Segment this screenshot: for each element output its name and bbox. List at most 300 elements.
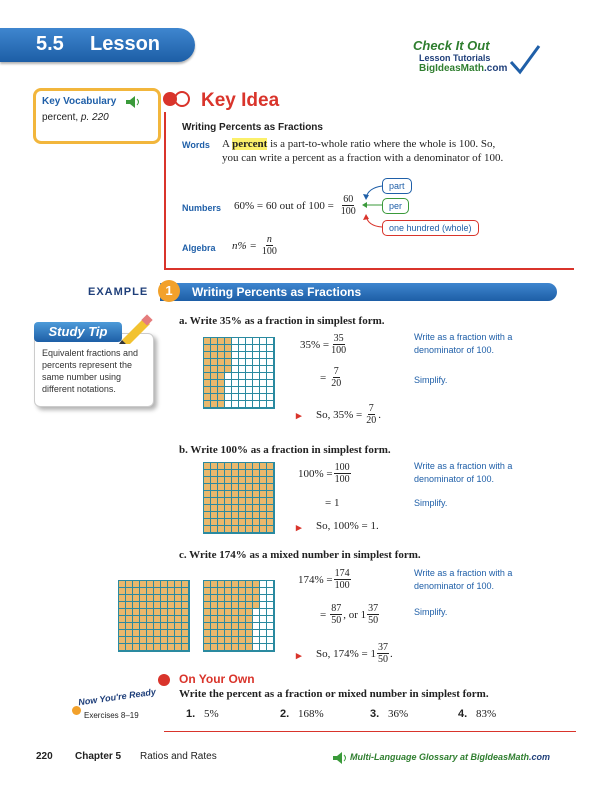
grid-cell (225, 477, 232, 484)
grid-cell (260, 505, 267, 512)
part-b-answer: So, 100% = 1. (316, 520, 379, 532)
solution-arrow-icon: ▸ (296, 410, 302, 422)
grid-cell (168, 602, 175, 609)
key-idea-subtitle: Writing Percents as Fractions (182, 122, 323, 133)
grid-cell (239, 644, 246, 651)
part-b-line2: = 1 (325, 497, 340, 509)
algebra-expression: n% = (232, 239, 257, 252)
glossary-link[interactable] (350, 752, 550, 762)
part-c-prompt: c. Write 174% as a mixed number in simplest form. (179, 549, 421, 561)
grid-cell (246, 345, 253, 352)
grid-cell (260, 394, 267, 401)
grid-cell (204, 470, 211, 477)
grid-cell (211, 359, 218, 366)
part-c-line2-den2: 50 (368, 615, 379, 626)
grid-cell (168, 644, 175, 651)
grid-cell (204, 373, 211, 380)
hundred-grid-35 (203, 337, 275, 409)
grid-cell (253, 345, 260, 352)
part-a-line2-den: 20 (331, 378, 342, 389)
grid-cell (232, 394, 239, 401)
hundred-grid-100 (203, 462, 275, 534)
grid-cell (204, 623, 211, 630)
grid-cell (225, 373, 232, 380)
part-b-prompt: b. Write 100% as a fraction in simplest form. (179, 444, 391, 456)
on-your-own-title: On Your Own (179, 672, 255, 686)
grid-cell (175, 609, 182, 616)
grid-cell (211, 491, 218, 498)
grid-cell (239, 623, 246, 630)
grid-cell (218, 609, 225, 616)
grid-cell (225, 491, 232, 498)
grid-cell (204, 463, 211, 470)
grid-cell (168, 637, 175, 644)
grid-cell (126, 595, 133, 602)
part-c-line2-den: 50 (331, 615, 342, 626)
grid-cell (133, 581, 140, 588)
grid-cell (182, 588, 189, 595)
grid-cell (225, 484, 232, 491)
grid-cell (239, 630, 246, 637)
grid-cell (225, 526, 232, 533)
part-c-answer-left: So, 174% = 1 (316, 647, 376, 660)
grid-cell (119, 602, 126, 609)
numbers-fraction-num: 60 (343, 194, 354, 205)
exercise-value: 5% (203, 708, 219, 720)
grid-cell (211, 498, 218, 505)
grid-cell (168, 630, 175, 637)
grid-cell (161, 581, 168, 588)
grid-cell (140, 588, 147, 595)
grid-cell (161, 623, 168, 630)
grid-cell (147, 637, 154, 644)
grid-cell (239, 359, 246, 366)
grid-cell (168, 588, 175, 595)
grid-cell (253, 359, 260, 366)
grid-cell (147, 609, 154, 616)
solution-arrow-icon: ▸ (296, 650, 302, 662)
grid-cell (253, 526, 260, 533)
grid-cell (218, 470, 225, 477)
grid-cell (253, 380, 260, 387)
glossary-suffix: .com (529, 752, 551, 762)
grid-cell (211, 623, 218, 630)
grid-cell (126, 602, 133, 609)
grid-cell (204, 380, 211, 387)
grid-cell (182, 623, 189, 630)
grid-cell (211, 512, 218, 519)
grid-cell (239, 498, 246, 505)
dotcom-text: .com (484, 63, 508, 74)
grid-cell (211, 616, 218, 623)
speaker-icon[interactable] (333, 752, 347, 764)
grid-cell (218, 630, 225, 637)
grid-cell (232, 491, 239, 498)
grid-cell (154, 588, 161, 595)
grid-cell (225, 394, 232, 401)
grid-cell (232, 338, 239, 345)
grid-cell (267, 366, 274, 373)
grid-cell (211, 463, 218, 470)
grid-cell (182, 595, 189, 602)
part-c-line2-num: 87 (331, 603, 342, 614)
grid-cell (182, 630, 189, 637)
grid-cell (260, 477, 267, 484)
part-c-line1-den: 100 (334, 580, 350, 591)
grid-cell (253, 602, 260, 609)
grid-cell (232, 477, 239, 484)
grid-cell (253, 373, 260, 380)
algebra-fraction-den: 100 (261, 246, 277, 257)
grid-cell (204, 616, 211, 623)
grid-cell (253, 595, 260, 602)
grid-cell (267, 623, 274, 630)
grid-cell (232, 588, 239, 595)
grid-cell (175, 588, 182, 595)
grid-cell (218, 595, 225, 602)
grid-cell (232, 526, 239, 533)
grid-cell (211, 366, 218, 373)
ready-dot-icon (72, 706, 81, 715)
now-youre-ready-label: Now You're Ready (77, 686, 157, 708)
grid-cell (204, 401, 211, 408)
grid-cell (260, 366, 267, 373)
grid-cell (239, 595, 246, 602)
grid-cell (225, 616, 232, 623)
red-dot-icon (158, 674, 170, 686)
grid-cell (260, 609, 267, 616)
grid-cell (232, 519, 239, 526)
grid-cell (232, 637, 239, 644)
grid-cell (211, 470, 218, 477)
grid-cell (211, 581, 218, 588)
grid-cell (211, 373, 218, 380)
grid-cell (133, 616, 140, 623)
grid-cell (239, 477, 246, 484)
grid-cell (204, 352, 211, 359)
grid-cell (239, 637, 246, 644)
grid-cell (204, 637, 211, 644)
grid-cell (267, 394, 274, 401)
per-bubble: per (382, 198, 409, 214)
grid-cell (246, 387, 253, 394)
chapter-label: Chapter 5 (75, 751, 122, 762)
part-a-line1-den: 100 (331, 345, 347, 356)
grid-cell (225, 338, 232, 345)
grid-cell (119, 637, 126, 644)
grid-cell (246, 644, 253, 651)
grid-cell (218, 387, 225, 394)
grid-cell (246, 595, 253, 602)
grid-cell (246, 366, 253, 373)
grid-cell (204, 609, 211, 616)
check-it-out-title: Check It Out (413, 38, 490, 53)
part-a-note1: Write as a fraction with a denominator of 100. (414, 332, 513, 355)
grid-cell (126, 616, 133, 623)
part-a-answer-num: 7 (368, 403, 374, 414)
exercise-value: 83% (475, 708, 497, 720)
grid-cell (239, 380, 246, 387)
grid-cell (182, 644, 189, 651)
grid-cell (225, 463, 232, 470)
grid-cell (239, 491, 246, 498)
grid-cell (218, 463, 225, 470)
grid-cell (211, 630, 218, 637)
vocab-page-ref: p. 220 (80, 112, 109, 123)
exercise-number: 3. (370, 708, 380, 720)
grid-cell (218, 588, 225, 595)
grid-cell (246, 609, 253, 616)
key-idea-frame-left (164, 112, 166, 270)
part-a-line2-left: = (320, 371, 327, 384)
grid-cell (225, 623, 232, 630)
grid-cell (267, 526, 274, 533)
grid-cell (239, 352, 246, 359)
grid-cell (260, 595, 267, 602)
grid-cell (267, 505, 274, 512)
part-a-note2: Simplify. (414, 375, 448, 385)
glossary-text: Multi-Language Glossary at BigIdeasMath (350, 752, 530, 762)
grid-cell (267, 401, 274, 408)
grid-cell (232, 595, 239, 602)
grid-cell (225, 630, 232, 637)
grid-cell (204, 526, 211, 533)
part-c-note1: Write as a fraction with a denominator of 100. (414, 568, 513, 591)
grid-cell (147, 581, 154, 588)
hundred-grid-74 (203, 580, 275, 652)
grid-cell (260, 498, 267, 505)
grid-cell (225, 637, 232, 644)
grid-cell (239, 581, 246, 588)
grid-cell (260, 380, 267, 387)
grid-cell (161, 630, 168, 637)
exercise-number: 1. (186, 708, 196, 720)
grid-cell (253, 463, 260, 470)
grid-cell (133, 588, 140, 595)
grid-cell (260, 644, 267, 651)
example-label: EXAMPLE (88, 286, 149, 298)
grid-cell (225, 512, 232, 519)
grid-cell (225, 498, 232, 505)
grid-cell (260, 581, 267, 588)
grid-cell (140, 609, 147, 616)
grid-cell (225, 352, 232, 359)
grid-cell (204, 394, 211, 401)
grid-cell (232, 505, 239, 512)
grid-cell (204, 588, 211, 595)
grid-cell (218, 623, 225, 630)
grid-cell (218, 380, 225, 387)
grid-cell (253, 630, 260, 637)
grid-cell (119, 630, 126, 637)
grid-cell (140, 637, 147, 644)
grid-cell (260, 616, 267, 623)
grid-cell (260, 526, 267, 533)
vocab-term: percent, (42, 112, 79, 123)
grid-cell (175, 644, 182, 651)
grid-cell (182, 616, 189, 623)
grid-cell (253, 352, 260, 359)
grid-cell (232, 609, 239, 616)
grid-cell (246, 484, 253, 491)
grid-cell (168, 595, 175, 602)
grid-cell (218, 366, 225, 373)
grid-cell (232, 373, 239, 380)
grid-cell (267, 338, 274, 345)
grid-cell (218, 602, 225, 609)
part-c-line2-num2: 37 (368, 603, 379, 614)
part-b-note2: Simplify. (414, 498, 448, 508)
grid-cell (119, 644, 126, 651)
grid-cell (253, 644, 260, 651)
grid-cell (126, 637, 133, 644)
grid-cell (154, 581, 161, 588)
fraction-callout-arrows (360, 180, 386, 236)
grid-cell (239, 387, 246, 394)
grid-cell (211, 394, 218, 401)
grid-cell (239, 463, 246, 470)
grid-cell (133, 623, 140, 630)
part-c-line2-mid: , or 1 (343, 608, 367, 621)
grid-cell (232, 630, 239, 637)
check-it-out-logo[interactable] (413, 38, 533, 78)
grid-cell (140, 602, 147, 609)
grid-cell (126, 581, 133, 588)
speaker-icon[interactable] (126, 96, 140, 108)
grid-cell (232, 581, 239, 588)
grid-cell (211, 380, 218, 387)
grid-cell (225, 595, 232, 602)
grid-cell (204, 519, 211, 526)
numbers-label: Numbers (182, 203, 222, 213)
grid-cell (253, 387, 260, 394)
grid-cell (126, 609, 133, 616)
grid-cell (204, 477, 211, 484)
hundred-grid-full (118, 580, 190, 652)
grid-cell (211, 602, 218, 609)
grid-cell (182, 637, 189, 644)
grid-cell (253, 616, 260, 623)
grid-cell (147, 602, 154, 609)
part-c-line1-num: 174 (334, 568, 350, 579)
grid-cell (204, 630, 211, 637)
grid-cell (232, 470, 239, 477)
grid-cell (154, 602, 161, 609)
part-b-line1-den: 100 (334, 474, 350, 485)
grid-cell (147, 595, 154, 602)
part-b-note1: Write as a fraction with a denominator of 100. (414, 461, 513, 484)
grid-cell (260, 519, 267, 526)
grid-cell (218, 477, 225, 484)
grid-cell (232, 387, 239, 394)
grid-cell (119, 609, 126, 616)
part-bubble: part (382, 178, 412, 194)
grid-cell (246, 602, 253, 609)
grid-cell (239, 519, 246, 526)
lesson-title: Lesson (90, 33, 161, 55)
words-text-line1: is a part-to-whole ratio where the whole is 100. So, (270, 138, 496, 150)
grid-cell (253, 581, 260, 588)
grid-cell (211, 595, 218, 602)
grid-cell (211, 484, 218, 491)
grid-cell (267, 519, 274, 526)
grid-cell (267, 581, 274, 588)
grid-cell (147, 588, 154, 595)
grid-cell (133, 609, 140, 616)
grid-cell (246, 359, 253, 366)
grid-cell (225, 470, 232, 477)
grid-cell (225, 644, 232, 651)
example-title: Writing Percents as Fractions (192, 285, 362, 299)
grid-cell (232, 644, 239, 651)
grid-cell (140, 644, 147, 651)
grid-cell (211, 519, 218, 526)
grid-cell (147, 644, 154, 651)
grid-cell (218, 491, 225, 498)
grid-cell (260, 463, 267, 470)
grid-cell (204, 366, 211, 373)
lesson-tutorials-text: Lesson Tutorials (419, 53, 491, 63)
grid-cell (161, 644, 168, 651)
grid-cell (211, 345, 218, 352)
grid-cell (211, 477, 218, 484)
grid-cell (267, 595, 274, 602)
part-c-note2: Simplify. (414, 607, 448, 617)
grid-cell (168, 616, 175, 623)
grid-cell (161, 616, 168, 623)
grid-cell (267, 463, 274, 470)
grid-cell (204, 345, 211, 352)
grid-cell (204, 595, 211, 602)
grid-cell (267, 477, 274, 484)
grid-cell (211, 401, 218, 408)
grid-cell (246, 477, 253, 484)
chapter-title: Ratios and Rates (140, 751, 217, 762)
grid-cell (204, 644, 211, 651)
grid-cell (267, 602, 274, 609)
grid-cell (260, 630, 267, 637)
grid-cell (225, 505, 232, 512)
grid-cell (267, 588, 274, 595)
grid-cell (260, 588, 267, 595)
grid-cell (232, 380, 239, 387)
grid-cell (232, 401, 239, 408)
grid-cell (175, 602, 182, 609)
grid-cell (218, 581, 225, 588)
words-article: A (222, 138, 230, 150)
grid-cell (267, 359, 274, 366)
grid-cell (161, 588, 168, 595)
grid-cell (126, 588, 133, 595)
grid-cell (225, 366, 232, 373)
grid-cell (133, 595, 140, 602)
grid-cell (204, 484, 211, 491)
grid-cell (175, 616, 182, 623)
grid-cell (218, 373, 225, 380)
grid-cell (232, 484, 239, 491)
grid-cell (253, 394, 260, 401)
grid-cell (260, 602, 267, 609)
grid-cell (225, 359, 232, 366)
grid-cell (246, 637, 253, 644)
grid-cell (246, 338, 253, 345)
grid-cell (267, 352, 274, 359)
grid-cell (204, 387, 211, 394)
grid-cell (225, 345, 232, 352)
grid-cell (260, 623, 267, 630)
grid-cell (204, 512, 211, 519)
grid-cell (232, 463, 239, 470)
